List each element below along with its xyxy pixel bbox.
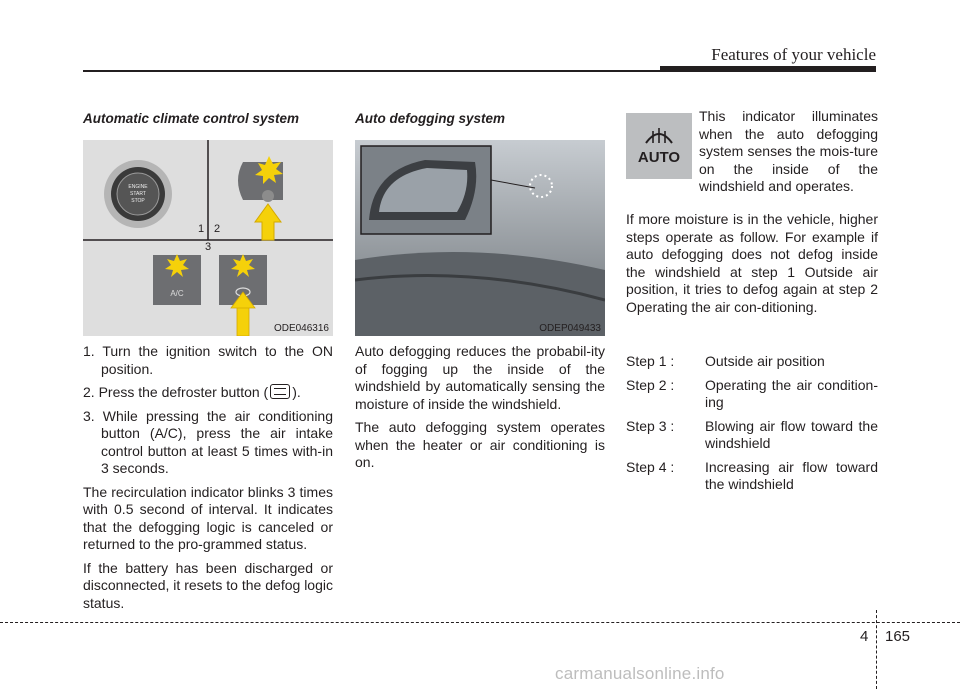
header-rule [83, 70, 876, 72]
page-separator [876, 610, 877, 689]
step-value: Outside air position [705, 353, 825, 369]
windshield-illustration [355, 140, 605, 336]
list-item [626, 459, 878, 494]
step-value: Blowing air flow toward the windshield [705, 417, 878, 451]
climate-control-heading: Automatic climate control system [83, 111, 300, 126]
defroster-icon [270, 384, 290, 399]
list-item: 1. Turn the ignition switch to the ON position. [83, 343, 333, 377]
list-item [626, 353, 878, 371]
middle-text-block [355, 343, 605, 478]
label-1: 1 [198, 223, 205, 235]
section-title: Features of your vehicle [711, 45, 876, 64]
svg-text:START: START [130, 191, 146, 197]
indicator-description: This indicator illuminates when the auto defogging system senses the mois-ture on the inside of the windshield and operates. [699, 108, 878, 194]
step-key: Step 2 : [626, 376, 675, 393]
step2-end: ). [292, 384, 301, 400]
page-number: 165 [885, 628, 911, 645]
list-item [83, 384, 333, 402]
label-2: 2 [214, 223, 221, 235]
label-3: 3 [205, 241, 212, 253]
windshield-figure [355, 140, 605, 336]
footer-rule [0, 622, 960, 623]
step-value: Operating the air condition-ing [705, 376, 878, 410]
step-key: Step 1 : [626, 353, 675, 369]
figure-code: ODE046316 [273, 323, 329, 334]
svg-text:STOP: STOP [131, 198, 145, 204]
left-text-block [83, 343, 333, 618]
step2-text: 2. Press the defroster button ( [83, 384, 269, 400]
steps-list [626, 353, 878, 500]
svg-text:A/C: A/C [170, 289, 184, 298]
figure-code: ODEP049433 [539, 323, 601, 334]
climate-control-figure [83, 140, 333, 336]
auto-defog-operation-paragraph: The auto defogging system operates when the heater or air conditioning is on. [355, 419, 605, 470]
list-item [626, 418, 878, 453]
recirculation-paragraph: The recirculation indicator blinks 3 times with 0.5 second of interval. It indicates that the defogging logic is canceled or returned to the pro-grammed status. [83, 483, 333, 552]
auto-defog-heading: Auto defogging system [355, 111, 506, 126]
defrost-glyph-icon [262, 190, 274, 202]
auto-defog-icon [626, 113, 692, 179]
moisture-paragraph: If more moisture is in the vehicle, higher steps operate as follow. For example if auto defogging does not defog inside the windshield at step 1 Outside air position, it tries to defog again at step 2 Operating the air con-ditioning. [626, 211, 878, 315]
procedure-list [83, 343, 333, 478]
list-item: 3. While pressing the air conditioning button (A/C), press the air intake control button at least 5 times with-in 3 seconds. [83, 407, 333, 476]
list-item [626, 377, 878, 412]
auto-defog-paragraph: Auto defogging reduces the probabil-ity of fogging up the inside of the windshield by automatically sensing the moisture of inside the windshield. [355, 343, 605, 412]
chapter-number: 4 [860, 628, 869, 645]
svg-text:ENGINE: ENGINE [128, 184, 148, 190]
battery-paragraph: If the battery has been discharged or disconnected, it resets to the defog logic status. [83, 559, 333, 611]
watermark: carmanualsonline.info [555, 664, 725, 683]
step-key: Step 3 : [626, 417, 675, 434]
climate-control-illustration [83, 140, 333, 336]
step-value: Increasing air flow toward the windshield [705, 458, 878, 492]
auto-label: AUTO [637, 149, 681, 166]
step-key: Step 4 : [626, 458, 675, 475]
auto-defog-indicator [626, 113, 692, 179]
